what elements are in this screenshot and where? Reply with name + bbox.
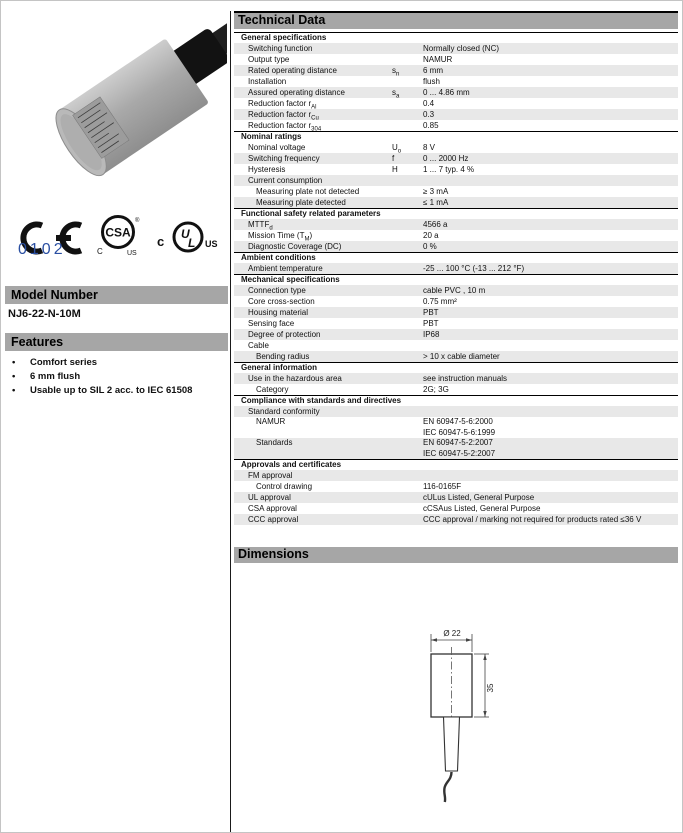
spec-symbol — [392, 373, 423, 384]
spec-symbol — [392, 120, 423, 131]
spec-row — [234, 351, 678, 362]
spec-value: 0.75 mm² — [423, 297, 457, 306]
arrowhead-bottom — [483, 711, 486, 717]
ul-us-label: US — [205, 239, 218, 249]
spec-row — [234, 109, 678, 120]
spec-symbol — [392, 514, 423, 525]
spec-label: Reduction factor $r_{Cu}$ — [248, 110, 319, 122]
spec-row — [234, 503, 678, 514]
spec-label: Sensing face — [248, 319, 295, 328]
diameter-dimension-label: Ø 22 — [443, 629, 461, 638]
spec-row — [234, 514, 678, 525]
section-header: Functional safety related parameters — [234, 208, 678, 219]
spec-value: PBT — [423, 308, 439, 317]
spec-row — [234, 197, 678, 208]
dimensions-header: Dimensions — [234, 547, 678, 563]
arrowhead-left — [431, 638, 437, 641]
spec-value — [423, 175, 678, 186]
spec-value: cCSAus Listed, General Purpose — [423, 504, 541, 513]
spec-symbol — [392, 438, 423, 459]
height-dimension-label: 35 — [486, 683, 495, 693]
column-divider — [230, 11, 231, 832]
spec-label: Hysteresis — [248, 165, 286, 174]
bullet-icon: • — [12, 385, 16, 396]
feature-item — [8, 356, 226, 370]
spec-row — [234, 329, 678, 340]
section-header: Mechanical specifications — [234, 274, 678, 285]
spec-symbol — [392, 76, 423, 87]
spec-label: Category — [256, 385, 289, 394]
spec-value: NAMUR — [423, 55, 453, 64]
spec-row — [234, 153, 678, 164]
spec-symbol: $s_a$ — [392, 88, 400, 100]
spec-value: 1 ... 7 typ. 4 % — [423, 165, 475, 174]
spec-symbol — [392, 296, 423, 307]
spec-value: see instruction manuals — [423, 374, 508, 383]
spec-label: Control drawing — [256, 482, 313, 491]
spec-row — [234, 406, 678, 417]
spec-row — [234, 481, 678, 492]
right-panel — [234, 1, 679, 833]
spec-value: > 10 x cable diameter — [423, 352, 500, 361]
spec-value: flush — [423, 77, 440, 86]
spec-label: Degree of protection — [248, 330, 321, 339]
ul-letter-l: L — [188, 236, 196, 250]
spec-row — [234, 87, 678, 98]
spec-label: CSA approval — [248, 504, 297, 513]
spec-label: Reduction factor $r_{Al}$ — [248, 99, 317, 111]
model-number-header: Model Number — [5, 286, 228, 304]
spec-label: Nominal voltage — [248, 143, 306, 152]
spec-label: Output type — [248, 55, 290, 64]
spec-label: Switching frequency — [248, 154, 320, 163]
spec-value: CCC approval / marking not required for products rated ≤36 V — [423, 515, 642, 524]
spec-label: Connection type — [248, 286, 306, 295]
spec-label: Standard conformity — [248, 407, 320, 416]
sensor-image-group — [47, 3, 227, 183]
spec-row — [234, 43, 678, 54]
spec-row — [234, 307, 678, 318]
spec-label: FM approval — [248, 471, 293, 480]
ul-letter-u: U — [181, 227, 190, 241]
ul-logo-icon — [155, 217, 225, 259]
section-header: General information — [234, 362, 678, 373]
spec-row — [234, 285, 678, 296]
spec-row — [234, 76, 678, 87]
spec-symbol — [392, 230, 423, 241]
spec-label: Use in the hazardous area — [248, 374, 342, 383]
spec-row — [234, 164, 678, 175]
section-header: Approvals and certificates — [234, 459, 678, 470]
feature-text: Comfort series — [30, 357, 98, 368]
spec-symbol — [392, 43, 423, 54]
spec-label: Current consumption — [248, 176, 323, 185]
spec-label: Rated operating distance — [248, 66, 337, 75]
spec-symbol — [392, 503, 423, 514]
spec-symbol — [392, 329, 423, 340]
section-header: Compliance with standards and directives — [234, 395, 678, 406]
spec-value — [423, 340, 678, 351]
spec-row — [234, 296, 678, 307]
feature-text: Usable up to SIL 2 acc. to IEC 61508 — [30, 385, 193, 396]
spec-label: Switching function — [248, 44, 313, 53]
spec-row — [234, 186, 678, 197]
notified-body-number: 0102 — [18, 241, 66, 258]
spec-value: 0.3 — [423, 110, 435, 119]
spec-symbol — [392, 285, 423, 296]
bullet-icon: • — [12, 357, 16, 368]
spec-symbol — [392, 340, 423, 351]
spec-symbol — [392, 307, 423, 318]
spec-symbol — [392, 470, 423, 481]
spec-label: NAMUR — [256, 417, 286, 426]
spec-value: 0.85 — [423, 121, 439, 130]
spec-symbol — [392, 219, 423, 230]
spec-row — [234, 241, 678, 252]
spec-symbol — [392, 481, 423, 492]
spec-value: cULus Listed, General Purpose — [423, 493, 535, 502]
spec-label: Core cross-section — [248, 297, 315, 306]
spec-value: 4566 a — [423, 220, 448, 229]
spec-symbol: H — [392, 165, 398, 174]
spec-label: Measuring plate detected — [256, 198, 346, 207]
spec-value — [423, 470, 678, 481]
gland-outline — [444, 717, 460, 771]
spec-value: ≥ 3 mA — [423, 187, 449, 196]
csa-us-label: US — [127, 250, 137, 257]
technical-data-table — [234, 32, 678, 525]
spec-symbol — [392, 351, 423, 362]
spec-label: Installation — [248, 77, 287, 86]
spec-value: 0.4 — [423, 99, 435, 108]
spec-row — [234, 263, 678, 274]
spec-value: 0 % — [423, 242, 437, 251]
product-photo — [5, 3, 227, 207]
dimension-drawing — [419, 621, 529, 811]
spec-label: Bending radius — [256, 352, 310, 361]
features-list — [8, 356, 226, 398]
spec-symbol — [392, 186, 423, 197]
bullet-icon: • — [12, 371, 16, 382]
ul-c-label: c — [157, 234, 165, 249]
ce-mark-icon — [15, 208, 87, 268]
section-header: Ambient conditions — [234, 252, 678, 263]
spec-label: Housing material — [248, 308, 309, 317]
spec-symbol — [392, 384, 423, 395]
spec-value: 6 mm — [423, 66, 443, 75]
spec-label: CCC approval — [248, 515, 299, 524]
spec-row — [234, 438, 678, 459]
spec-value: 8 V — [423, 143, 436, 152]
csa-c-label: C — [97, 247, 103, 256]
spec-row — [234, 175, 678, 186]
spec-value: 116-0165F — [423, 482, 462, 491]
csa-monogram: CSA — [105, 225, 131, 240]
spec-symbol — [392, 54, 423, 65]
spec-row — [234, 142, 678, 153]
spec-row — [234, 417, 678, 438]
left-panel — [5, 1, 228, 833]
spec-symbol — [392, 241, 423, 252]
technical-data-header: Technical Data — [234, 11, 678, 29]
spec-label: Cable — [248, 341, 269, 350]
spec-value: 20 a — [423, 231, 439, 240]
spec-row — [234, 65, 678, 76]
spec-row — [234, 470, 678, 481]
spec-symbol — [392, 406, 423, 417]
spec-value: PBT — [423, 319, 439, 328]
arrowhead-right — [466, 638, 472, 641]
spec-value: Normally closed (NC) — [423, 44, 500, 53]
spec-row — [234, 98, 678, 109]
spec-label: Diagnostic Coverage (DC) — [248, 242, 342, 251]
spec-symbol — [392, 417, 423, 438]
spec-row — [234, 340, 678, 351]
spec-symbol — [392, 109, 423, 120]
spec-symbol: $U_o$ — [392, 143, 402, 155]
feature-item — [8, 384, 226, 398]
spec-value: EN 60947-5-6:2000 IEC 60947-5-6:1999 — [423, 417, 496, 437]
csa-registered-mark: ® — [135, 218, 140, 224]
spec-value: EN 60947-5-2:2007 IEC 60947-5-2:2007 — [423, 438, 496, 458]
cable-outline — [444, 772, 451, 802]
spec-value: IP68 — [423, 330, 440, 339]
spec-symbol — [392, 263, 423, 274]
spec-row — [234, 230, 678, 241]
spec-row — [234, 318, 678, 329]
spec-value: 0 ... 4.86 mm — [423, 88, 470, 97]
spec-value: cable PVC , 10 m — [423, 286, 486, 295]
features-header: Features — [5, 333, 228, 351]
spec-value — [423, 406, 678, 417]
spec-label: Measuring plate not detected — [256, 187, 360, 196]
spec-label: Standards — [256, 438, 293, 447]
model-number-value: NJ6-22-N-10M — [8, 308, 81, 320]
spec-symbol: $s_n$ — [392, 66, 400, 78]
spec-label: UL approval — [248, 493, 291, 502]
spec-row — [234, 219, 678, 230]
spec-row — [234, 54, 678, 65]
section-header: General specifications — [234, 32, 678, 43]
spec-symbol: f — [392, 154, 395, 163]
feature-item — [8, 370, 226, 384]
spec-label: $MTTF_d$ — [248, 220, 273, 232]
spec-value: 2G; 3G — [423, 385, 449, 394]
spec-row — [234, 373, 678, 384]
spec-symbol — [392, 98, 423, 109]
spec-value: 0 ... 2000 Hz — [423, 154, 469, 163]
spec-value: ≤ 1 mA — [423, 198, 449, 207]
feature-text: 6 mm flush — [30, 371, 81, 382]
spec-row — [234, 492, 678, 503]
section-header: Nominal ratings — [234, 131, 678, 142]
spec-label: Mission Time $(T_M)$ — [248, 231, 313, 243]
spec-row — [234, 384, 678, 395]
arrowhead-top — [483, 654, 486, 660]
dimensions-canvas — [234, 563, 678, 833]
spec-symbol — [392, 197, 423, 208]
spec-symbol — [392, 318, 423, 329]
spec-value: -25 ... 100 °C (-13 ... 212 °F) — [423, 264, 525, 273]
spec-row — [234, 120, 678, 131]
spec-label: Reduction factor $r_{304}$ — [248, 121, 322, 133]
spec-label: Ambient temperature — [248, 264, 323, 273]
spec-symbol — [392, 492, 423, 503]
csa-logo-icon — [95, 212, 143, 258]
spec-symbol — [392, 175, 423, 186]
spec-label: Assured operating distance — [248, 88, 345, 97]
